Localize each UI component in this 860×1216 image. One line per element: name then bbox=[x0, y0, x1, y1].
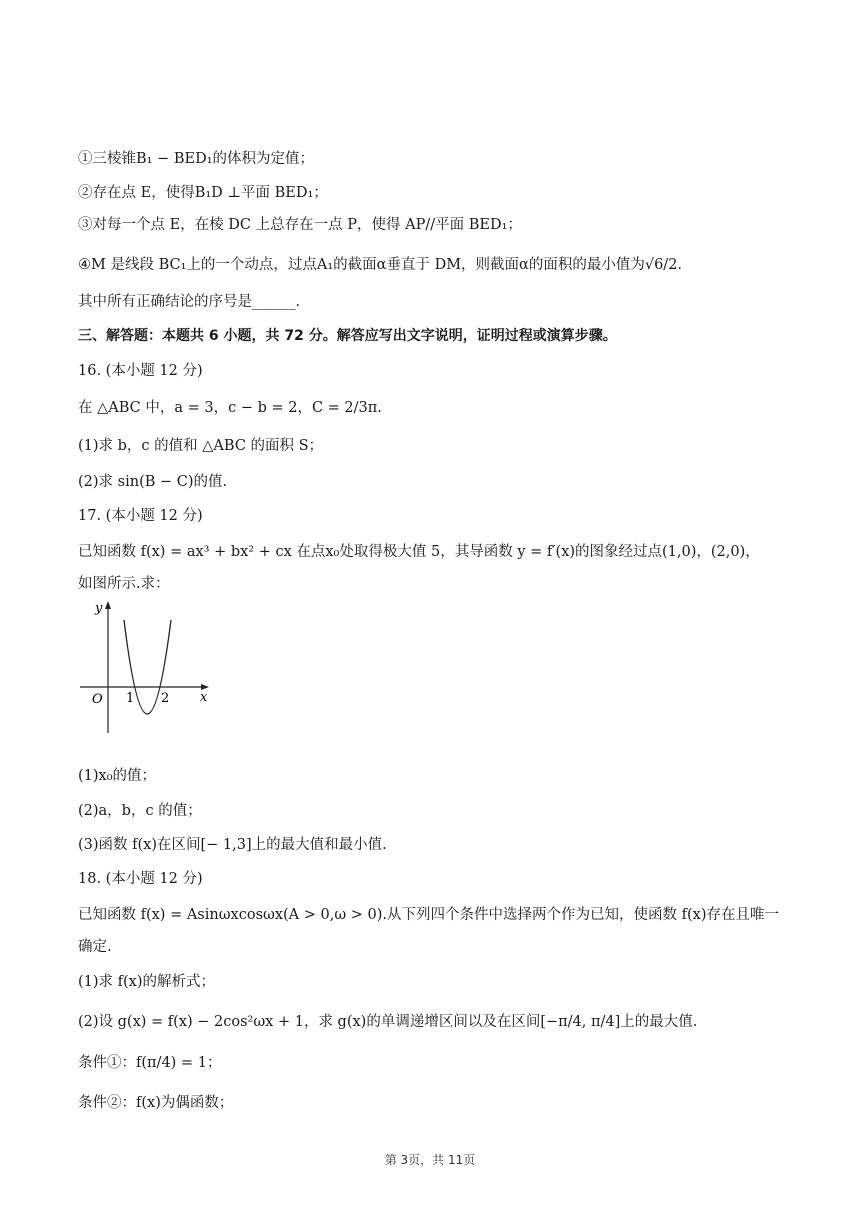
q17-stem-line2: 如图所示.求： bbox=[78, 576, 170, 592]
q17-header: 17. (本小题 12 分) bbox=[78, 508, 203, 524]
q16-part2: (2)求 sin(B − C)的值. bbox=[78, 474, 228, 490]
q16-header: 16. (本小题 12 分) bbox=[78, 363, 203, 379]
q17-part3: (3)函数 f(x)在区间[− 1,3]上的最大值和最小值. bbox=[78, 837, 387, 853]
q16-stem: 在 △ABC 中，a = 3，c − b = 2，C = 2/3π. bbox=[78, 400, 382, 416]
y-axis-label: y bbox=[95, 601, 103, 616]
q18-part1: (1)求 f(x)的解析式； bbox=[78, 974, 216, 990]
origin-label: O bbox=[92, 692, 103, 707]
statement-2: ②存在点 E，使得B₁D ⊥平面 BED₁； bbox=[78, 185, 328, 201]
statement-3: ③对每一个点 E，在棱 DC 上总存在一点 P，使得 AP//平面 BED₁； bbox=[78, 217, 522, 233]
y-axis-arrow-icon bbox=[105, 601, 111, 609]
fill-blank-question: 其中所有正确结论的序号是______. bbox=[78, 294, 301, 310]
q18-part2: (2)设 g(x) = f(x) − 2cos²ωx + 1，求 g(x)的单调递增区间以及在区间[−π/4, π/4]上的最大值. bbox=[78, 1014, 698, 1030]
q18-condition-2: 条件②：f(x)为偶函数； bbox=[78, 1095, 234, 1111]
q17-part2: (2)a，b，c 的值； bbox=[78, 803, 202, 819]
q18-header: 18. (本小题 12 分) bbox=[78, 871, 203, 887]
statement-1: ①三棱锥B₁ − BED₁的体积为定值； bbox=[78, 151, 315, 167]
q18-stem-line2: 确定. bbox=[78, 939, 112, 955]
tick-label-1: 1 bbox=[126, 691, 135, 706]
section-title: 三、解答题：本题共 6 小题，共 72 分。解答应写出文字说明，证明过程或演算步骤。 bbox=[78, 328, 617, 344]
derivative-graph bbox=[78, 598, 213, 738]
q16-part1: (1)求 b，c 的值和 △ABC 的面积 S； bbox=[78, 438, 324, 454]
q17-part1: (1)x₀的值； bbox=[78, 768, 157, 784]
x-axis-label: x bbox=[200, 690, 208, 705]
q18-condition-1: 条件①：f(π/4) = 1； bbox=[78, 1055, 222, 1071]
q17-stem-line1: 已知函数 f(x) = ax³ + bx² + cx 在点x₀处取得极大值 5，其导函数 y = f′(x)的图象经过点(1,0)，(2,0)， bbox=[78, 544, 760, 560]
q18-stem-line1: 已知函数 f(x) = Asinωxcosωx(A > 0,ω > 0).从下列四个条件中选择两个作为已知，使函数 f(x)存在且唯一 bbox=[78, 907, 779, 923]
tick-label-2: 2 bbox=[161, 691, 170, 706]
statement-4: ④M 是线段 BC₁上的一个动点，过点A₁的截面α垂直于 DM，则截面α的面积的最小值为√6/2. bbox=[78, 257, 683, 273]
page-footer: 第 3页，共 11页 bbox=[384, 1153, 476, 1167]
